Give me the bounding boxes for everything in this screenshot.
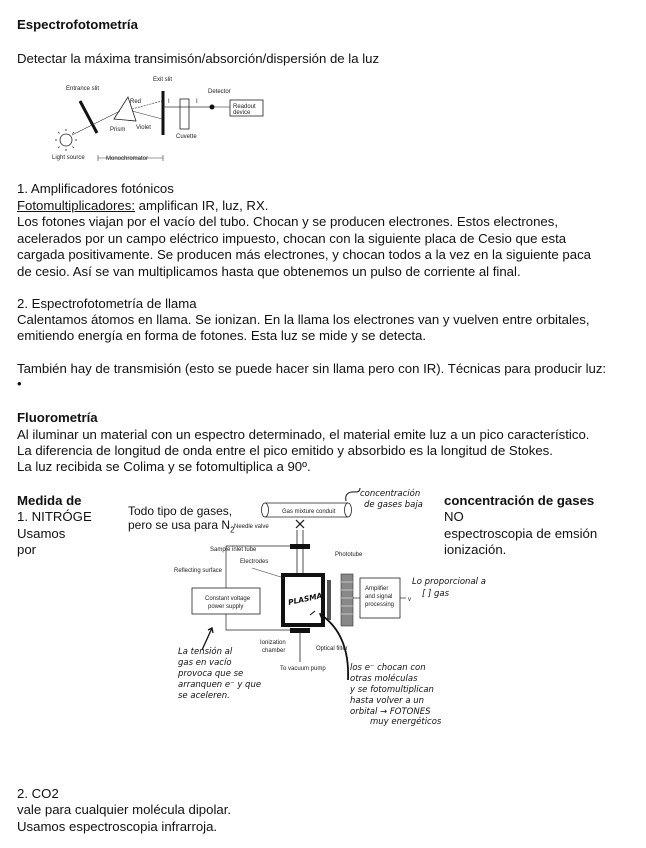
label-ionization-1: Ionization — [260, 640, 286, 646]
hw-right-note: otras moléculas — [350, 674, 418, 684]
section1-line: acelerados por un campo eléctrico impuesto, chocan con la siguiente placa de Cesio que esta — [17, 231, 567, 246]
section2-line: emitiendo energía en forma de fotones. Esta luz se mide y se detecta. — [17, 328, 427, 343]
label-red: Red — [130, 99, 142, 105]
label-plasma: PLASMA — [287, 591, 324, 608]
label-entrance-slit: Entrance slit — [66, 86, 100, 92]
transmission-line: También hay de transmisión (esto se puede hacer sin llama pero con IR). Técnicas para producir luz: — [17, 361, 607, 376]
medida-right-line: espectroscopia de emsión — [444, 526, 598, 541]
label-power-supply-1: Constant voltage — [205, 596, 251, 602]
hw-concentration-2: de gases baja — [364, 500, 423, 510]
page-title: Espectrofotometría — [17, 17, 138, 32]
label-optical-filter: Optical filter — [316, 646, 348, 652]
gases-note-sub: 2 — [230, 525, 235, 535]
hw-left-note: La tensión al — [178, 647, 233, 657]
medida-heading: Medida de — [17, 493, 82, 508]
hw-right-note: hasta volver a un — [350, 696, 425, 706]
label-amplifier-3: processing — [365, 602, 395, 608]
label-cuvette: Cuvette — [176, 134, 197, 140]
label-i0: I — [168, 99, 170, 105]
photomultiplier-rest: amplifican IR, luz, RX. — [135, 198, 269, 213]
label-electrodes: Electrodes — [240, 559, 269, 565]
label-readout-1: Readout — [233, 104, 256, 110]
label-amplifier-2: and signal — [365, 594, 393, 600]
hw-proportional-2: [ ] gas — [422, 589, 450, 599]
label-gas-conduit: Gas mixture conduit — [282, 509, 336, 515]
top-electrode — [290, 544, 310, 549]
label-i: I — [196, 99, 198, 105]
fluorometry-line: La diferencia de longitud de onda entre el pico emitido y absorbido es la longitud de Stokes. — [17, 443, 553, 458]
medida-line: por — [17, 542, 37, 557]
detector-icon — [210, 105, 215, 110]
hw-concentration-1: concentración — [360, 489, 421, 499]
label-monochromator: Monochromator — [106, 156, 149, 162]
label-vacuum: To vacuum pump — [280, 666, 326, 672]
label-detector: Detector — [208, 89, 231, 95]
hw-right-note: y se fotomultiplican — [350, 685, 434, 695]
hw-right-note: los e⁻ chocan con — [350, 663, 426, 673]
fluorometry-heading: Fluorometría — [17, 410, 98, 425]
hw-left-note: arranquen e⁻ y que — [178, 680, 262, 690]
bottom-electrode — [290, 628, 310, 633]
label-readout-2: device — [233, 110, 251, 116]
co2-line: vale para cualquier molécula dipolar. — [17, 802, 232, 817]
hw-left-note: se aceleren. — [178, 691, 230, 701]
bullet: • — [17, 376, 22, 391]
gases-note-text: pero se usa para N — [128, 518, 231, 532]
cuvette — [180, 99, 189, 129]
medida-heading-right: concentración de gases — [444, 493, 595, 508]
label-violet: Violet — [136, 125, 151, 131]
label-amplifier-1: Amplifier — [365, 586, 389, 592]
spectrophotometer-diagram — [50, 73, 275, 165]
gases-note: Todo tipo de gases, — [128, 504, 233, 518]
hw-right-note: muy energéticos — [370, 717, 442, 727]
label-sample-inlet: Sample inlet tube — [210, 547, 257, 553]
photomultiplier-term: Fotomultiplicadores: — [17, 198, 136, 213]
fluorometry-line: Al iluminar un material con un espectro determinado, el material emite luz a un pico característico. — [17, 427, 590, 442]
co2-heading: 2. CO2 — [17, 786, 59, 801]
medida-line: Usamos — [17, 526, 66, 541]
section1-heading: 1. Amplificadores fotónicos — [17, 181, 174, 196]
nitrogen-item: 1. NITRÓGE — [17, 509, 92, 524]
label-vo: v — [408, 597, 411, 603]
medida-right-line: ionización. — [444, 542, 507, 557]
label-needle-valve: Needle valve — [234, 524, 269, 530]
entrance-slit — [80, 101, 97, 133]
photomultiplier-line — [17, 197, 268, 214]
optical-filter — [327, 580, 331, 620]
label-ionization-2: chamber — [262, 648, 286, 654]
section1-line: de cesio. Así se van multiplicamos hasta que obtenemos un pulso de corriente al final. — [17, 264, 521, 279]
intro-text: Detectar la máxima transimisón/absorción/dispersión de la luz — [17, 51, 380, 66]
label-power-supply-2: power supply — [208, 604, 244, 610]
light-source-icon — [55, 129, 77, 151]
hw-proportional-1: Lo proporcional a — [412, 577, 486, 587]
co2-line: Usamos espectroscopia infrarroja. — [17, 819, 218, 834]
hw-right-note: orbital → FOTONES — [350, 707, 431, 717]
medida-right-line: NO — [444, 509, 464, 524]
needle-valve-icon — [296, 520, 304, 528]
fluorometry-line: La luz recibida se Colima y se fotomultiplica a 90º. — [17, 459, 311, 474]
hw-left-note: provoca que se — [178, 669, 244, 679]
label-light-source: Light source — [52, 155, 85, 161]
section1-line: cargada positivamente. Se producen más electrones, y chocan todos a la vez en la siguiente paca — [17, 247, 592, 262]
section2-line: Calentamos átomos en llama. Se ionizan. En la llama los electrones van y vuelven entre orbitales, — [17, 312, 590, 327]
label-prism: Prism — [110, 127, 126, 133]
section1-line: Los fotones viajan por el vacío del tubo. Chocan y se producen electrones. Estos electrones, — [17, 214, 559, 229]
label-phototube: Phototube — [335, 552, 363, 558]
label-exit-slit: Exit slit — [153, 77, 173, 83]
label-reflecting: Reflecting surface — [174, 568, 223, 574]
section2-heading: 2. Espectrofotometría de llama — [17, 296, 197, 311]
hw-left-note: gas en vacío — [178, 658, 232, 668]
